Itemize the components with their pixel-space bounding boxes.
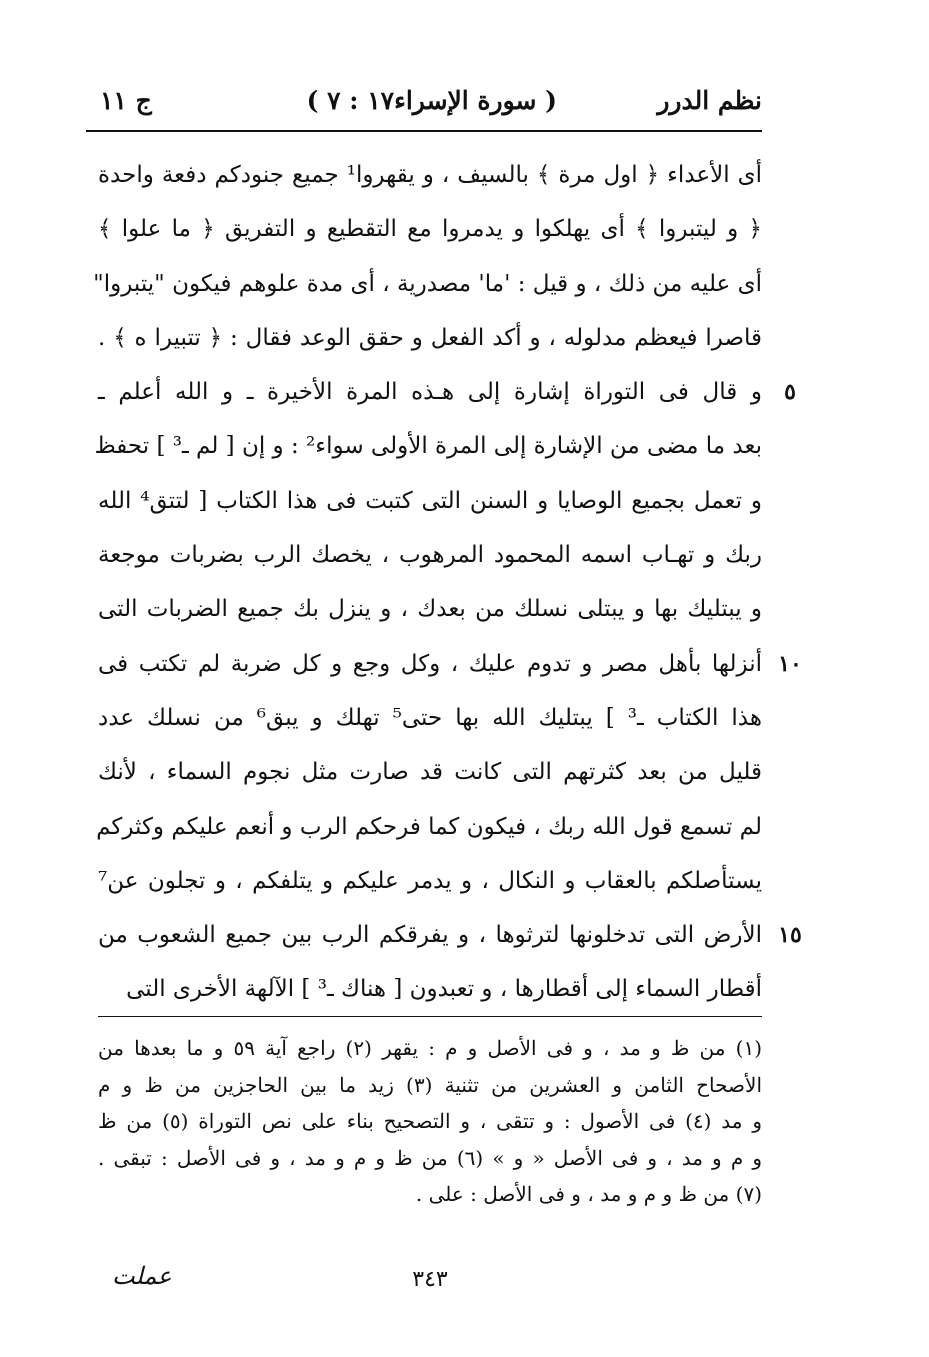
text-line bbox=[98, 582, 762, 636]
text-line bbox=[98, 528, 762, 582]
footnote-line: و م و مد ، و فى الأصل « و » (٦) من ظ و م و مد ، و فى الأصل : تبقى . bbox=[98, 1145, 762, 1170]
text-line-content: ربك و تهـاب اسمه المحمود المرهوب ، يخصك الرب بضربات موجعة bbox=[98, 542, 762, 569]
text-line-content: الأرض التى تدخلونها لترثوها ، و يفرقكم الرب بين جميع الشعوب من bbox=[98, 922, 762, 949]
text-line-content: أى الأعداء ﴿ اول مرة ﴾ بالسيف ، و يقهروا¹ جميع جنودكم دفعة واحدة bbox=[98, 162, 763, 188]
text-line bbox=[98, 854, 762, 908]
text-line bbox=[98, 908, 802, 962]
text-line bbox=[98, 637, 802, 691]
text-line-content: ﴿ و ليتبروا ﴾ أى يهلكوا و يدمروا مع التقطيع و التفريق ﴿ ما علوا ﴾ bbox=[98, 216, 762, 243]
line-number: ١٥ bbox=[778, 922, 802, 949]
footnote-line: (١) من ظ و مد ، و فى الأصل و م : يقهر (٢) راجع آية ٥٩ و ما بعدها من bbox=[98, 1036, 763, 1060]
text-line bbox=[98, 148, 762, 202]
text-line bbox=[98, 691, 762, 745]
text-line bbox=[98, 745, 762, 799]
footnote-line: الأصحاح الثامن و العشرين من تثنية (٣) زيد ما بين الحاجزين من ظ و م bbox=[98, 1072, 763, 1097]
text-line bbox=[94, 419, 762, 473]
surah-reference: ( سورة الإسراء١٧ : ٧ ) bbox=[306, 86, 557, 115]
volume-number: ج ١١ bbox=[100, 86, 152, 115]
footnote-line: و مد (٤) فى الأصول : و تتقى ، و التصحيح بناء على نص التوراة (٥) من ظ bbox=[98, 1109, 762, 1133]
header-rule bbox=[86, 130, 762, 132]
text-line-content: أقطار السماء إلى أقطارها ، و تعبدون [ هناك ـ³ ] الآلهة الأخرى التى bbox=[126, 976, 762, 1003]
text-line bbox=[98, 311, 762, 365]
text-line-content: قاصرا فيعظم مدلوله ، و أكد الفعل و حقق الوعد فقال : ﴿ تتبيرا ه ﴾ . bbox=[98, 324, 762, 351]
text-line-content: و تعمل بجميع الوصايا و السنن التى كتبت فى هذا الكتاب [ لتتق⁴ الله bbox=[98, 487, 763, 514]
text-line-content: و يبتليك بها و يبتلى نسلك من بعدك ، و ينزل بك جميع الضربات التى bbox=[98, 596, 762, 623]
text-line-content: بعد ما مضى من الإشارة إلى المرة الأولى سواء² : و إن [ لم ـ³ ] تحفظ bbox=[94, 433, 762, 460]
text-line bbox=[98, 962, 762, 1016]
text-line bbox=[98, 202, 762, 256]
text-line bbox=[93, 257, 762, 311]
line-number: ١٠ bbox=[778, 650, 802, 677]
footnotes bbox=[98, 1030, 762, 1213]
text-line-content: أى عليه من ذلك ، و قيل : 'ما' مصدرية ، أى مدة علوهم فيكون "يتبروا" bbox=[93, 270, 762, 297]
signature-mark: عملت bbox=[112, 1262, 172, 1290]
line-number: ٥ bbox=[784, 379, 796, 406]
text-line bbox=[98, 474, 762, 528]
text-line bbox=[98, 800, 762, 854]
text-line-content: هذا الكتاب ـ³ ] يبتليك الله بها حتى⁵ تهلك و يبق⁶ من نسلك عدد bbox=[98, 704, 762, 731]
footnote-rule bbox=[98, 1016, 762, 1017]
text-line-content: قليل من بعد كثرتهم التى كانت قد صارت مثل نجوم السماء ، لأنك bbox=[98, 759, 762, 786]
book-title: نظم الدرر bbox=[657, 86, 762, 115]
text-line-content: و قال فى التوراة إشارة إلى هـذه المرة الأخيرة ـ و الله أعلم ـ bbox=[98, 379, 762, 406]
running-header bbox=[100, 82, 762, 126]
text-line-content: أنزلها بأهل مصر و تدوم عليك ، وكل وجع و كل ضربة لم تكتب فى bbox=[98, 650, 762, 677]
main-text bbox=[93, 148, 802, 1017]
footnote-line: (٧) من ظ و م و مد ، و فى الأصل : على . bbox=[415, 1182, 762, 1206]
page-number: ٣٤٣ bbox=[412, 1267, 448, 1292]
text-line-content: يستأصلكم بالعقاب و النكال ، و يدمر عليكم و يتلفكم ، و تجلون عن⁷ bbox=[98, 867, 762, 894]
text-line bbox=[98, 365, 796, 419]
text-line-content: لم تسمع قول الله ربك ، فيكون كما فرحكم الرب و أنعم عليكم وكثركم bbox=[96, 813, 762, 840]
